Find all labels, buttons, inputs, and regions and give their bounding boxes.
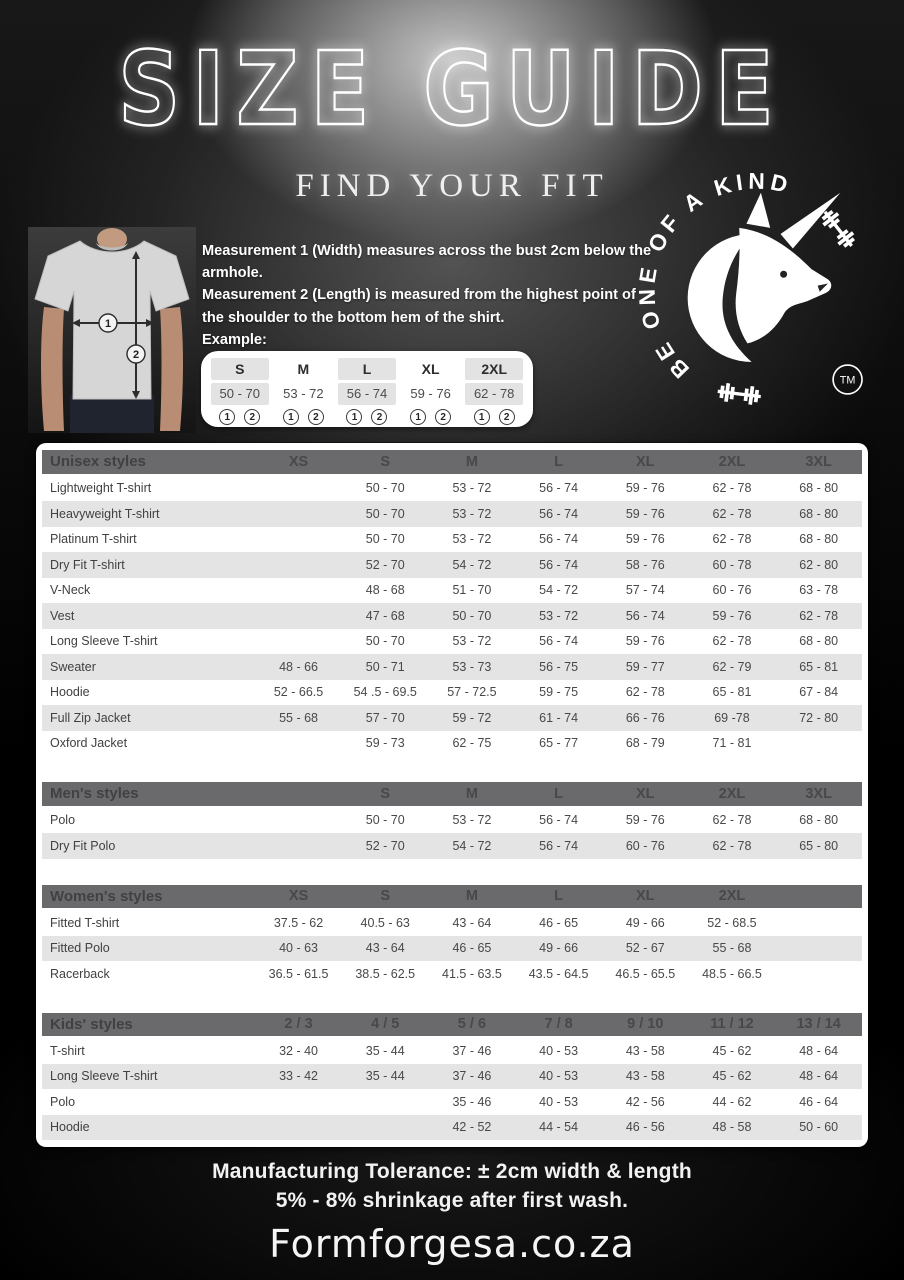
size-value: 68 - 80 <box>799 813 839 828</box>
measure-number-badge: 2 <box>435 409 451 425</box>
size-value: 66 - 76 <box>625 710 665 725</box>
size-value: 41.5 - 63.5 <box>442 966 502 981</box>
measure-number-badge: 1 <box>474 409 490 425</box>
measure-number-badge: 2 <box>499 409 515 425</box>
table-row <box>42 527 862 553</box>
table-row <box>42 705 862 731</box>
page-header <box>0 28 904 161</box>
size-value: 68 - 80 <box>799 634 839 649</box>
size-value: 62 - 78 <box>712 532 752 547</box>
example-size-label: XL <box>421 361 440 377</box>
column-header: 11 / 12 <box>710 1016 754 1033</box>
size-value: 56 - 74 <box>539 838 579 853</box>
size-value: 50 - 60 <box>799 1120 839 1135</box>
example-badges <box>402 409 460 425</box>
style-name: Vest <box>50 608 75 623</box>
instruction-length: Measurement 2 (Length) is measured from the highest point of the shoulder to the bottom hem of the shirt. <box>202 287 636 326</box>
size-value: 37 - 46 <box>452 1043 492 1058</box>
size-value: 46 - 65 <box>452 941 492 956</box>
column-header: 2XL <box>718 453 746 470</box>
example-badges <box>465 409 523 425</box>
tolerance-line-2: 5% - 8% shrinkage after first wash. <box>275 1189 629 1212</box>
table-row <box>42 1064 862 1090</box>
size-value: 68 - 80 <box>799 506 839 521</box>
column-header: 4 / 5 <box>371 1016 400 1033</box>
size-value: 62 - 78 <box>625 685 665 700</box>
size-value: 62 - 78 <box>712 813 752 828</box>
size-value: 50 - 70 <box>452 608 492 623</box>
style-name: Dry Fit T-shirt <box>50 557 125 572</box>
style-name: Long Sleeve T-shirt <box>50 634 158 649</box>
measure-number-badge: 2 <box>308 409 324 425</box>
column-header: 13 / 14 <box>796 1016 841 1033</box>
size-value: 57 - 70 <box>365 710 405 725</box>
table-header-row <box>42 1013 862 1039</box>
measure-number-badge: 2 <box>244 409 260 425</box>
trademark-icon <box>833 365 862 394</box>
table-row <box>42 1115 862 1141</box>
size-value: 32 - 40 <box>279 1043 318 1058</box>
size-value: 46 - 64 <box>799 1094 839 1109</box>
size-value: 56 - 74 <box>625 608 665 623</box>
size-value: 52 - 67 <box>625 941 665 956</box>
example-column <box>275 358 333 425</box>
table-row <box>42 654 862 680</box>
style-name: Heavyweight T-shirt <box>50 506 160 521</box>
size-value: 46.5 - 65.5 <box>615 966 676 981</box>
table-row <box>42 1089 862 1115</box>
size-value: 54 - 72 <box>452 557 492 572</box>
size-value: 45 - 62 <box>712 1069 752 1084</box>
width-measure-badge: 1 <box>104 318 112 330</box>
size-value: 43.5 - 64.5 <box>528 966 589 981</box>
size-table-section <box>42 885 862 987</box>
size-value: 37 - 46 <box>452 1069 492 1084</box>
column-header: S <box>380 888 391 905</box>
size-value: 53 - 72 <box>452 506 492 521</box>
size-tables <box>42 450 862 1140</box>
style-name: Fitted T-shirt <box>50 915 120 930</box>
size-value: 62 - 78 <box>799 608 839 623</box>
column-header: XL <box>636 453 655 470</box>
size-value: 38.5 - 62.5 <box>355 966 416 981</box>
measure-number-badge: 1 <box>219 409 235 425</box>
example-badges <box>338 409 396 425</box>
example-size-value: 56 - 74 <box>338 383 396 405</box>
size-value: 62 - 79 <box>712 659 752 674</box>
size-value: 44 - 62 <box>712 1094 752 1109</box>
table-row <box>42 910 862 936</box>
table-row <box>42 731 862 757</box>
size-value: 53 - 72 <box>452 813 492 828</box>
size-value: 54 - 72 <box>452 838 492 853</box>
size-value: 65 - 80 <box>799 838 839 853</box>
size-value: 53 - 72 <box>539 608 579 623</box>
size-value: 36.5 - 61.5 <box>268 966 329 981</box>
measure-number-badge: 1 <box>283 409 299 425</box>
size-value: 61 - 74 <box>539 710 579 725</box>
table-row <box>42 808 862 834</box>
size-value: 59 - 76 <box>625 481 665 496</box>
size-value: 60 - 78 <box>712 557 752 572</box>
table-row <box>42 680 862 706</box>
unicorn-icon <box>688 193 841 362</box>
size-value: 59 - 72 <box>452 710 492 725</box>
style-name: T-shirt <box>50 1043 85 1058</box>
style-name: Sweater <box>50 659 96 674</box>
tolerance-line-1: Manufacturing Tolerance: ± 2cm width & length <box>212 1160 692 1183</box>
column-header: S <box>380 453 391 470</box>
column-header: 3XL <box>805 453 832 470</box>
brand-arc-text: BE ONE OF A KIND <box>636 168 795 384</box>
size-value: 52 - 68.5 <box>707 915 757 930</box>
size-value: 56 - 74 <box>539 634 579 649</box>
size-value: 40 - 63 <box>279 941 318 956</box>
size-value: 40.5 - 63 <box>360 915 410 930</box>
size-table-section <box>42 450 862 756</box>
size-value: 48.5 - 66.5 <box>702 966 762 981</box>
size-value: 48 - 66 <box>279 659 318 674</box>
example-column <box>211 358 269 425</box>
size-value: 42 - 56 <box>625 1094 665 1109</box>
size-value: 57 - 74 <box>625 583 665 598</box>
size-value: 59 - 76 <box>625 813 665 828</box>
size-tables-card <box>36 443 868 1147</box>
size-value: 69 -78 <box>714 710 750 725</box>
size-value: 33 - 42 <box>279 1069 318 1084</box>
style-name: Long Sleeve T-shirt <box>50 1069 158 1084</box>
table-row <box>42 833 862 859</box>
example-size-label: S <box>211 358 269 380</box>
size-value: 65 - 77 <box>539 736 579 751</box>
table-row <box>42 603 862 629</box>
style-name: Full Zip Jacket <box>50 710 131 725</box>
size-value: 68 - 80 <box>799 532 839 547</box>
unicorn-logo-icon <box>636 168 892 428</box>
size-value: 60 - 76 <box>625 838 665 853</box>
size-value: 62 - 78 <box>712 481 752 496</box>
column-header: XL <box>636 785 655 802</box>
size-value: 59 - 76 <box>625 634 665 649</box>
column-header: XS <box>288 888 309 905</box>
size-value: 59 - 73 <box>365 736 405 751</box>
size-value: 56 - 74 <box>539 532 579 547</box>
tshirt-measurement-figure <box>28 227 196 433</box>
size-value: 47 - 68 <box>365 608 405 623</box>
size-value: 35 - 44 <box>365 1069 405 1084</box>
size-value: 62 - 78 <box>712 634 752 649</box>
size-value: 52 - 70 <box>365 838 405 853</box>
size-value: 50 - 70 <box>365 481 405 496</box>
size-value: 56 - 75 <box>539 659 579 674</box>
example-column <box>465 358 523 425</box>
table-row <box>42 501 862 527</box>
size-value: 46 - 56 <box>625 1120 665 1135</box>
style-name: Lightweight T-shirt <box>50 481 152 496</box>
style-name: V-Neck <box>50 583 91 598</box>
column-header: 9 / 10 <box>627 1016 664 1033</box>
size-value: 42 - 52 <box>452 1120 492 1135</box>
size-value: 53 - 73 <box>452 659 492 674</box>
measure-number-badge: 1 <box>410 409 426 425</box>
size-value: 44 - 54 <box>539 1120 579 1135</box>
size-value: 53 - 72 <box>452 634 492 649</box>
column-header: 3XL <box>805 785 832 802</box>
style-name: Racerback <box>50 966 110 981</box>
example-size-table <box>201 351 533 427</box>
style-name: Platinum T-shirt <box>50 532 137 547</box>
table-title: Men's styles <box>50 785 139 803</box>
size-value: 35 - 46 <box>452 1094 492 1109</box>
size-value: 56 - 74 <box>539 557 579 572</box>
size-value: 40 - 53 <box>539 1043 579 1058</box>
size-value: 50 - 70 <box>365 813 405 828</box>
size-value: 40 - 53 <box>539 1094 579 1109</box>
size-value: 59 - 77 <box>625 659 665 674</box>
table-row <box>42 578 862 604</box>
size-value: 62 - 78 <box>712 838 752 853</box>
example-size-label: 2XL <box>465 358 523 380</box>
example-column <box>402 358 460 425</box>
style-name: Polo <box>50 1094 76 1109</box>
table-title: Kids' styles <box>50 1015 133 1033</box>
size-value: 37.5 - 62 <box>273 915 324 930</box>
size-value: 56 - 74 <box>539 481 579 496</box>
column-header: XL <box>636 888 655 905</box>
size-value: 51 - 70 <box>452 583 492 598</box>
size-value: 58 - 76 <box>625 557 665 572</box>
size-value: 67 - 84 <box>799 685 839 700</box>
table-title: Women's styles <box>50 887 163 905</box>
column-header: 2XL <box>718 785 746 802</box>
size-value: 59 - 75 <box>539 685 579 700</box>
size-table-section <box>42 782 862 859</box>
page-title: SIZE GUIDE <box>118 31 786 149</box>
size-value: 49 - 66 <box>539 941 579 956</box>
size-value: 54 - 72 <box>539 583 579 598</box>
table-row <box>42 936 862 962</box>
barbell-icon <box>717 382 762 406</box>
table-header-row <box>42 885 862 911</box>
measurement-instructions <box>202 240 654 351</box>
column-header: S <box>380 785 391 802</box>
size-value: 52 - 66.5 <box>273 685 324 700</box>
column-header: M <box>465 453 478 470</box>
style-name: Oxford Jacket <box>50 736 128 751</box>
neon-title-graphic <box>22 28 882 156</box>
example-size-value: 53 - 72 <box>283 386 324 401</box>
column-header: 5 / 6 <box>457 1016 487 1033</box>
measure-number-badge: 1 <box>346 409 362 425</box>
size-value: 68 - 80 <box>799 481 839 496</box>
website-url: Formforgesa.co.za <box>269 1222 635 1266</box>
brand-logo <box>636 168 892 428</box>
table-row <box>42 629 862 655</box>
size-value: 48 - 64 <box>799 1069 839 1084</box>
size-value: 55 - 68 <box>712 941 752 956</box>
example-badges <box>211 409 269 425</box>
size-table-section <box>42 1013 862 1141</box>
instruction-width: Measurement 1 (Width) measures across the bust 2cm below the armhole. <box>202 243 652 282</box>
size-value: 62 - 78 <box>712 506 752 521</box>
measure-number-badge: 2 <box>371 409 387 425</box>
column-header: L <box>554 888 564 905</box>
size-value: 49 - 66 <box>625 915 665 930</box>
size-value: 50 - 71 <box>365 659 405 674</box>
size-value: 45 - 62 <box>712 1043 752 1058</box>
example-size-value: 50 - 70 <box>211 383 269 405</box>
size-value: 50 - 70 <box>365 506 405 521</box>
size-value: 60 - 76 <box>712 583 752 598</box>
size-value: 40 - 53 <box>539 1069 579 1084</box>
style-name: Fitted Polo <box>50 941 110 956</box>
tshirt-photo-icon <box>28 227 196 433</box>
size-value: 56 - 74 <box>539 506 579 521</box>
example-label: Example: <box>202 331 267 348</box>
size-value: 71 - 81 <box>712 736 752 751</box>
size-value: 55 - 68 <box>279 710 318 725</box>
table-row <box>42 961 862 987</box>
table-header-row <box>42 450 862 476</box>
table-title: Unisex styles <box>50 453 146 471</box>
example-size-value: 62 - 78 <box>465 383 523 405</box>
barbell-icon <box>818 206 859 252</box>
size-value: 63 - 78 <box>799 583 839 598</box>
size-value: 50 - 70 <box>365 634 405 649</box>
table-header-row <box>42 782 862 808</box>
table-row <box>42 552 862 578</box>
size-value: 43 - 58 <box>625 1043 665 1058</box>
size-value: 43 - 58 <box>625 1069 665 1084</box>
example-size-label: M <box>297 361 310 377</box>
size-value: 50 - 70 <box>365 532 405 547</box>
page-subtitle: FIND YOUR FIT <box>295 168 609 204</box>
size-value: 43 - 64 <box>365 941 405 956</box>
size-value: 57 - 72.5 <box>447 685 497 700</box>
style-name: Hoodie <box>50 685 90 700</box>
size-value: 54 .5 - 69.5 <box>353 685 417 700</box>
column-header: L <box>554 785 564 802</box>
table-row <box>42 476 862 502</box>
size-value: 53 - 72 <box>452 532 492 547</box>
style-name: Hoodie <box>50 1120 90 1135</box>
size-value: 46 - 65 <box>539 915 579 930</box>
size-value: 59 - 76 <box>625 506 665 521</box>
table-row <box>42 1038 862 1064</box>
column-header: 2XL <box>718 888 746 905</box>
size-value: 43 - 64 <box>452 915 492 930</box>
column-header: M <box>465 888 478 905</box>
example-size-label: L <box>338 358 396 380</box>
size-value: 52 - 70 <box>365 557 405 572</box>
size-value: 48 - 64 <box>799 1043 839 1058</box>
size-value: 59 - 76 <box>625 532 665 547</box>
size-value: 48 - 68 <box>365 583 405 598</box>
example-size-value: 59 - 76 <box>410 386 451 401</box>
size-value: 62 - 75 <box>452 736 492 751</box>
length-measure-badge: 2 <box>132 349 140 361</box>
size-value: 65 - 81 <box>712 685 752 700</box>
trademark-label: TM <box>839 374 856 387</box>
column-header: 2 / 3 <box>284 1016 313 1033</box>
size-value: 72 - 80 <box>799 710 839 725</box>
size-value: 68 - 79 <box>625 736 665 751</box>
size-value: 59 - 76 <box>712 608 752 623</box>
size-value: 62 - 80 <box>799 557 839 572</box>
example-badges <box>275 409 333 425</box>
column-header: L <box>554 453 564 470</box>
size-value: 48 - 58 <box>712 1120 752 1135</box>
size-value: 56 - 74 <box>539 813 579 828</box>
style-name: Polo <box>50 813 76 828</box>
size-value: 53 - 72 <box>452 481 492 496</box>
style-name: Dry Fit Polo <box>50 838 116 853</box>
size-value: 35 - 44 <box>365 1043 405 1058</box>
size-value: 65 - 81 <box>799 659 839 674</box>
column-header: XS <box>288 453 309 470</box>
column-header: 7 / 8 <box>544 1016 573 1033</box>
column-header: M <box>465 785 478 802</box>
example-column <box>338 358 396 425</box>
